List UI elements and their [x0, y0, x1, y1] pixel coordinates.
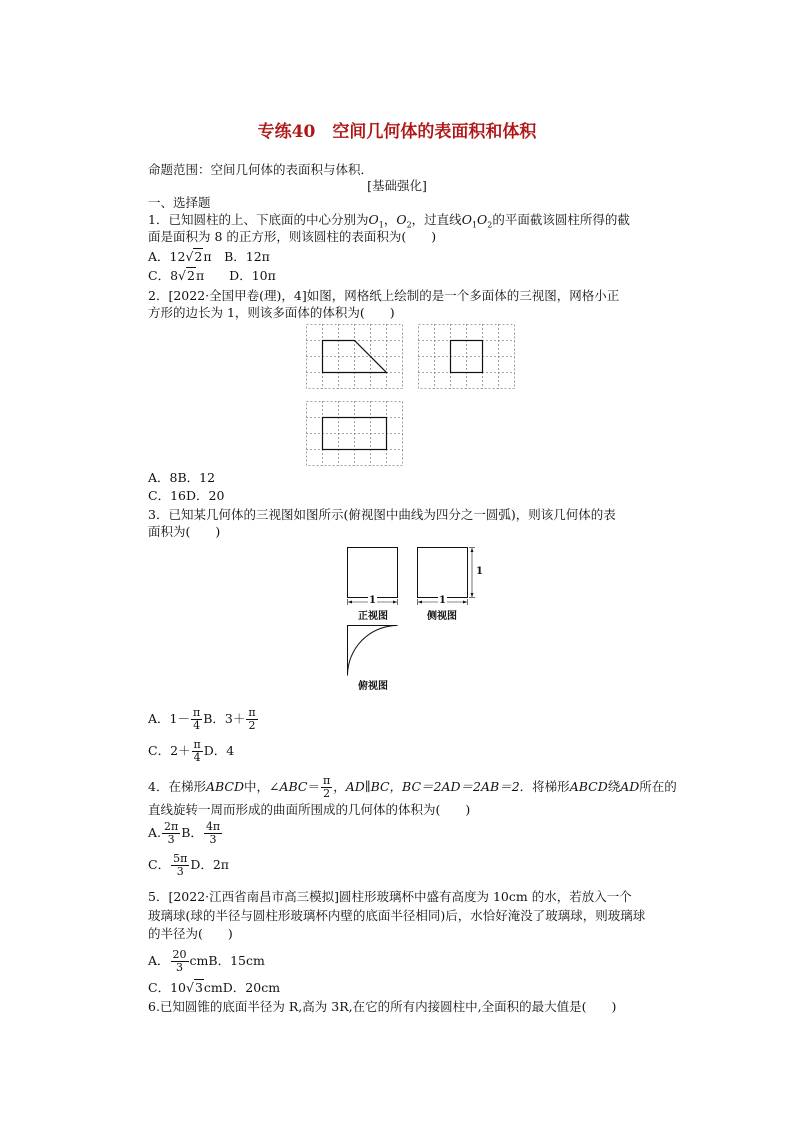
q3-optC-fraction: $\frac{\pi}{4}$ — [193, 738, 201, 764]
q2-options-ab: A．8B．12 — [148, 470, 216, 485]
q3-top-label: 俯视图 — [358, 681, 388, 692]
q4-optB-fraction: $\frac{4\pi}{3}$ — [205, 820, 221, 846]
q5-line1: 5．[2022·江西省南昌市高三模拟]圆柱形玻璃杯中盛有高度为 10cm 的水，若放入一个 — [148, 889, 632, 904]
q2-top-view-grid — [306, 401, 404, 466]
q1-line1: 1．已知圆柱的上、下底面的中心分别为$O_1$，$O_2$，过直线$O_1O_2$的平面截该圆柱所得的截 — [148, 212, 630, 230]
q4-line1: 4．在梯形ABCD中，∠ABC＝ $\frac{\pi}{2}$ ，AD∥BC，BC＝2AD＝2AB＝2．将梯形ABCD绕AD所在的 — [148, 774, 677, 800]
q2-front-view-grid — [306, 324, 404, 389]
q2-options-cd: C．16D．20 — [148, 488, 225, 503]
q1-options-cd: C．8√2π D．10π — [148, 268, 276, 283]
q4-options-cd: C． $\frac{5\pi}{3}$ D．2π — [148, 852, 230, 878]
q3-options-cd: C．2＋ $\frac{\pi}{4}$ D．4 — [148, 738, 235, 764]
q4-optC-fraction: $\frac{5\pi}{3}$ — [173, 852, 188, 878]
q5-optA-fraction: $\frac{20}{3}$ — [172, 948, 187, 974]
q4-optA-fraction: $\frac{2\pi}{3}$ — [164, 820, 179, 846]
scope-line: 命题范围：空间几何体的表面积与体积． — [148, 162, 374, 177]
q2-side-view-grid — [418, 324, 516, 389]
q3-line1: 3．已知某几何体的三视图如图所示(俯视图中曲线为四分之一圆弧)，则该几何体的表 — [148, 507, 616, 522]
q5-options-cd: C．10√3cmD．20cm — [148, 980, 281, 995]
q4-options-ab: A. $\frac{2\pi}{3}$ B． $\frac{4\pi}{3}$ — [148, 820, 221, 846]
q3-side-dim-horizontal: 1 — [439, 595, 446, 606]
q3-front-dim: 1 — [369, 595, 376, 606]
q1-options-ab: A．12√2π B．12π — [148, 249, 270, 264]
section-heading: [基础强化] — [367, 178, 427, 193]
q4-line2: 直线旋转一周而形成的曲面所围成的几何体的体积为( ) — [148, 802, 471, 817]
q3-side-label: 侧视图 — [427, 611, 457, 622]
q3-line2: 面积为( ) — [148, 524, 221, 539]
q3-front-label: 正视图 — [358, 611, 388, 622]
q2-line1: 2．[2022·全国甲卷(理)，4]如图，网格纸上绘制的是一个多面体的三视图，网格小正 — [148, 288, 620, 303]
q3-optB-fraction: $\frac{\pi}{2}$ — [248, 706, 256, 732]
page-title: 专练40 空间几何体的表面积和体积 — [257, 122, 537, 142]
q4-angle-fraction: $\frac{\pi}{2}$ — [323, 774, 331, 800]
q3-optA-fraction: $\frac{\pi}{4}$ — [192, 706, 201, 732]
q6-line1: 6.已知圆锥的底面半径为 R,高为 3R,在它的所有内接圆柱中,全面积的最大值是( ) — [148, 999, 617, 1014]
q5-line3: 的半径为( ) — [148, 926, 233, 941]
q2-line2: 方形的边长为 1，则该多面体的体积为( ) — [148, 305, 395, 320]
part-heading: 一、选择题 — [148, 195, 211, 210]
q3-top-view — [344, 622, 402, 678]
q5-options-ab: A． $\frac{20}{3}$ cmB．15cm — [148, 948, 265, 974]
q3-side-dim-vertical: 1 — [476, 566, 483, 577]
q5-line2: 玻璃球(球的半径与圆柱形玻璃杯内壁的底面半径相同)后，水恰好淹没了玻璃球，则玻璃球 — [148, 908, 646, 923]
q1-line2: 面是面积为 8 的正方形，则该圆柱的表面积为( ) — [148, 229, 437, 244]
q3-options-ab: A．1－ $\frac{\pi}{4}$ B．3＋ $\frac{\pi}{2}$ — [148, 706, 256, 732]
